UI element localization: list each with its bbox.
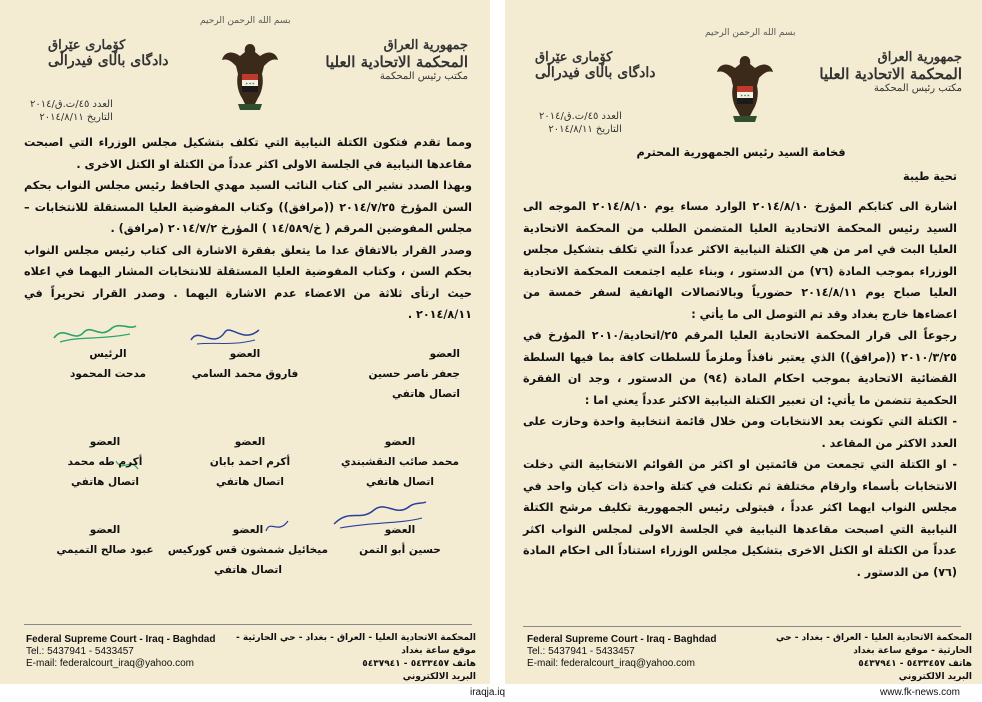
letterhead-ku-republic: كۆماری عێراق bbox=[48, 38, 126, 53]
signatory-role: العضو bbox=[229, 348, 261, 360]
iraq-eagle-emblem-icon bbox=[220, 40, 280, 112]
basmala: بسم الله الرحمن الرحيم bbox=[705, 28, 796, 38]
signatory-role: الرئيس bbox=[89, 348, 127, 360]
signatory-note: اتصال هاتفي bbox=[71, 476, 139, 488]
footer-phone: هاتف ٥٤٣٣٤٥٧ - ٥٤٣٧٩٤١ bbox=[362, 659, 476, 669]
signatory-role: العضو bbox=[384, 524, 416, 536]
footer-email: E-mail: federalcourt_iraq@yahoo.com bbox=[527, 658, 696, 669]
letterhead-court: المحكمة الاتحادية العليا bbox=[819, 65, 962, 83]
footer-english bbox=[26, 634, 215, 670]
page-gutter bbox=[490, 0, 505, 684]
signatory-name: ميخائيل شمشون قس كوركيس bbox=[167, 544, 328, 556]
watermark-right: www.fk-news.com bbox=[880, 687, 961, 698]
reference-date: التاريخ ٢٠١٤/٨/١١ bbox=[548, 124, 622, 135]
paragraph: - او الكتلة التي تجمعت من قائمتين او اكثر من القوائم الانتخابية التي دخلت الانتخابات بأسماء وارقام مختلفة ثم تكتلت في كتلة واحدة ذات كيان واحد في مجلس النواب ايهما اكثر عدداً ، فيتولى رئيس الجمهورية تكليف مرشح الكتلة النيابية التي اصبحت مقاعدها النيابية في الجلسة الاولى لمجلس النواب اكثر عدداً من الكتلة او الكتل الاخرى بتشكيل مجلس الوزراء استناداً الى احكام المادة (٧٦) من الدستور . bbox=[523, 458, 957, 579]
greeting: تحية طيبة bbox=[903, 170, 957, 183]
letterhead-office: مكتب رئيس المحكمة bbox=[379, 71, 468, 82]
signatory-role: العضو bbox=[234, 436, 266, 448]
signatory-role: العضو bbox=[89, 524, 121, 536]
document-page-right bbox=[505, 0, 982, 684]
footer-address: المحكمة الاتحادية العليا - العراق - بغداد - حي الحارثية - موقع ساعة بغداد bbox=[236, 633, 476, 656]
paragraph: وصدر القرار بالاتفاق عدا ما يتعلق بفقرة الاشارة الى كتاب رئيس مجلس النواب بحكم السن ، وكتاب المفوضية العليا المستقلة للانتخابات المشار اليهما في اعلاه حيث ارتأى ثلاثة من الاعضاء عدم الاشارة اليهما . وصدر القرار تحريراً في ٢٠١٤/٨/١١ . bbox=[24, 243, 472, 321]
letterhead-ku-court: دادگای باڵای فیدراڵی bbox=[535, 65, 656, 81]
paragraph: اشارة الى كتابكم المؤرخ ٢٠١٤/٨/١٠ الوارد مساء يوم ٢٠١٤/٨/١٠ الموجه الى السيد رئيس المحكمة الاتحادية العليا المتضمن الطلب من المحكمة الاتحادية العليا البت في امر من هي الكتلة النيابية الاكثر عدداً التي تكلف بتشكيل مجلس الوزراء بموجب المادة (٧٦) من الدستور ، وبناء عليه اجتمعت المحكمة الاتحادية العليا صباح يوم ٢٠١٤/٨/١١ حضورياً وبالاتصالات الهاتفية لسفر خمسة من اعضاءها خارج بغداد وقد تم التوصل الى ما يأتي : bbox=[523, 200, 958, 321]
signatory-block bbox=[168, 520, 328, 580]
signatory-block bbox=[330, 432, 470, 492]
footer-english bbox=[527, 634, 716, 670]
signatory-role: العضو bbox=[384, 436, 416, 448]
footer-court: Federal Supreme Court - Iraq - Baghdad bbox=[26, 634, 216, 645]
svg-text:✶✶✶: ✶✶✶ bbox=[244, 81, 256, 86]
signatory-note: اتصال هاتفي bbox=[366, 476, 434, 488]
footer-email-label: البريد الالكتروني bbox=[402, 672, 476, 682]
reference-number: العدد ٤٥/ت.ق/٢٠١٤ bbox=[30, 99, 113, 110]
paragraph: ومما تقدم فتكون الكتلة النيابية التي تكلف بتشكيل مجلس الوزراء التي اصبحت مقاعدها النيابية في الجلسة الاولى اكثر عدداً من الكتلة او الكتل الاخرى . bbox=[24, 136, 472, 171]
letterhead-court: المحكمة الاتحادية العليا bbox=[325, 53, 468, 71]
signatory-role: العضو bbox=[429, 348, 460, 360]
reference-block bbox=[30, 98, 113, 124]
footer-tel: Tel.: 5437941 - 5433457 bbox=[527, 646, 635, 657]
footer-divider bbox=[523, 626, 961, 627]
signatory-name: حسين أبو التمن bbox=[359, 544, 441, 556]
signatory-name: محمد صائب النقشبندي bbox=[341, 456, 459, 468]
footer-phone: هاتف ٥٤٣٣٤٥٧ - ٥٤٣٧٩٤١ bbox=[858, 659, 972, 669]
addressee: فخامة السيد رئيس الجمهورية المحترم bbox=[636, 146, 846, 159]
signatory-name: عبود صالح التميمي bbox=[56, 544, 154, 556]
letterhead-kurdish bbox=[48, 38, 169, 69]
iraq-eagle-emblem-icon bbox=[715, 52, 775, 124]
footer-address: المحكمة الاتحادية العليا - العراق - بغداد - حي الحارثية - موقع ساعة بغداد bbox=[776, 633, 972, 656]
signatory-block bbox=[340, 520, 460, 560]
reference-date: التاريخ ٢٠١٤/٨/١١ bbox=[39, 112, 113, 123]
footer-arabic bbox=[742, 632, 972, 684]
signatory-block bbox=[58, 344, 158, 384]
footer-divider bbox=[24, 624, 472, 625]
watermark-bar bbox=[0, 684, 982, 702]
letterhead-ku-republic: كۆماری عێراق bbox=[535, 50, 613, 65]
signatory-note: اتصال هاتفي bbox=[216, 476, 284, 488]
paragraph: وبهذا الصدد نشير الى كتاب النائب السيد مهدي الحافظ رئيس مجلس النواب بحكم السن المؤرخ ٢٠١٤/٧/٢٥ ((مرافق)) وكتاب المفوضية العليا المستقلة للانتخابات – مجلس المفوضين المرقم ( خ/١٤/٥٨٩ ) المؤرخ ٢٠١٤/٧/٢ (مرافق) . bbox=[24, 179, 472, 235]
paragraph: رجوعاً الى قرار المحكمة الاتحادية العليا المرقم ٢٥/اتحادية/٢٠١٠ المؤرخ في ٢٠١٠/٣/٢٥ ((مرافق)) الذي يعتبر نافذاً وملزماً للسلطات كافة بما فيها السلطة القضائية الاتحادية بموجب احكام المادة (٩٤) من الدستور ، وجد ان الفقرة الحكمية تتضمن ما يأتي: ان تعبير الكتلة النيابية الاكثر عدداً يعني اما : bbox=[523, 329, 957, 407]
letterhead-arabic bbox=[819, 50, 962, 94]
decision-text bbox=[24, 132, 472, 326]
signatory-block bbox=[190, 432, 310, 492]
document-page-left bbox=[0, 0, 490, 684]
letterhead-arabic bbox=[325, 38, 468, 82]
signatory-note: اتصال هاتفي bbox=[214, 564, 282, 576]
signatory-block bbox=[330, 344, 460, 404]
signatory-block bbox=[180, 344, 310, 384]
footer-court: Federal Supreme Court - Iraq - Baghdad bbox=[527, 634, 717, 645]
svg-text:✶✶✶: ✶✶✶ bbox=[739, 93, 751, 98]
signatory-block bbox=[40, 520, 170, 560]
footer-tel: Tel.: 5437941 - 5433457 bbox=[26, 646, 134, 657]
footer-arabic bbox=[236, 632, 476, 684]
signatory-name: مدحت المحمود bbox=[69, 368, 147, 380]
reference-number: العدد ٤٥/ت.ق/٢٠١٤ bbox=[539, 111, 622, 122]
letterhead-ku-court: دادگای باڵای فیدراڵی bbox=[48, 53, 169, 69]
signatory-name: جعفر ناصر حسين bbox=[368, 368, 460, 380]
signatory-role: العضو bbox=[89, 436, 121, 448]
footer-email-label: البريد الالكتروني bbox=[898, 672, 972, 682]
signatory-block bbox=[50, 432, 160, 492]
signatory-role: العضو bbox=[232, 524, 264, 536]
letterhead-kurdish bbox=[535, 50, 656, 81]
watermark-center: iraqja.iq bbox=[470, 687, 506, 698]
signatory-name: أكرم احمد بابان bbox=[209, 456, 291, 468]
letter-text bbox=[523, 196, 957, 583]
signatory-name: أكرم طه محمد bbox=[67, 456, 143, 468]
footer-email: E-mail: federalcourt_iraq@yahoo.com bbox=[26, 658, 195, 669]
reference-block bbox=[539, 110, 622, 136]
letterhead-republic: جمهورية العراق bbox=[877, 50, 962, 65]
signatory-name: فاروق محمد السامي bbox=[191, 368, 299, 380]
basmala: بسم الله الرحمن الرحيم bbox=[200, 16, 291, 26]
letterhead-republic: جمهورية العراق bbox=[383, 38, 468, 53]
letterhead-office: مكتب رئيس المحكمة bbox=[873, 83, 962, 94]
signatory-note: اتصال هاتفي bbox=[392, 388, 460, 400]
paragraph: - الكتلة التي تكونت بعد الانتخابات ومن خلال قائمة انتخابية واحدة وحازت على العدد الاكثر من المقاعد . bbox=[523, 415, 957, 450]
